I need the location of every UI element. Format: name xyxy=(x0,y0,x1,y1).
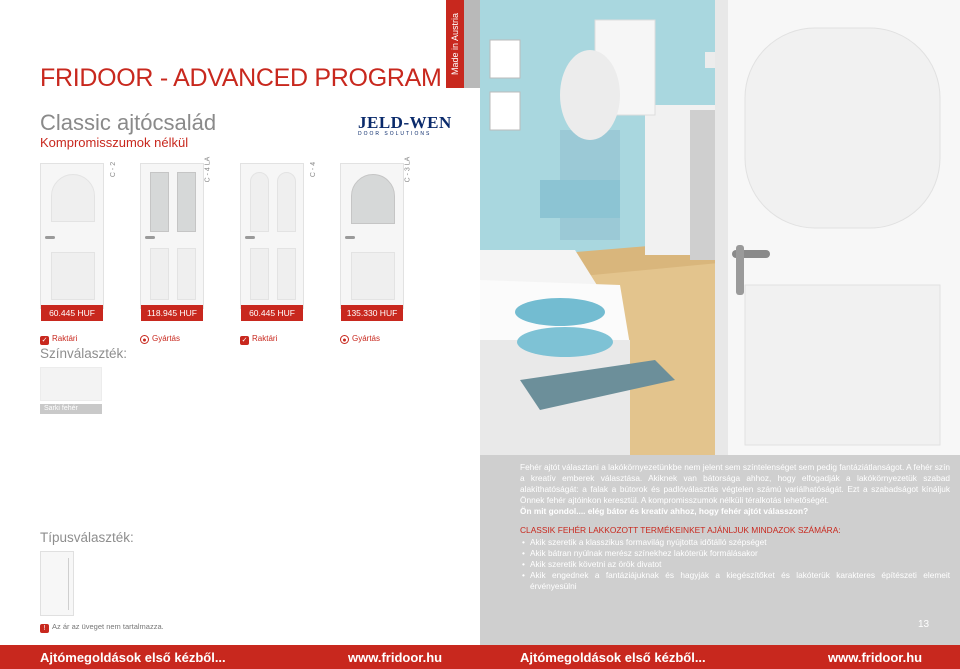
door-code: C - 4 xyxy=(309,161,317,178)
tagline: Kompromisszumok nélkül xyxy=(40,135,189,150)
room-photo xyxy=(480,0,960,455)
door-code: C - 2 xyxy=(109,161,117,178)
check-icon: ✓ xyxy=(241,337,248,344)
list-item: • Akik szeretik a klasszikus formavilág nyújtotta időtálló szépséget xyxy=(520,537,950,548)
body-copy xyxy=(520,462,950,592)
list-item: • Akik engednek a fantáziájuknak és hagyják a kiegészítőket és lakóterük karakteres építészeti elemeit érvényesülni xyxy=(520,570,950,592)
made-in-label: Made in Austria xyxy=(450,12,460,76)
availability-badge: ● Gyártás xyxy=(340,334,380,344)
production-icon: ● xyxy=(340,335,349,344)
door-c4la[interactable] xyxy=(140,156,212,309)
door-code: C - 3 LA xyxy=(404,156,412,183)
audience-heading: CLASSIK FEHÉR LAKKOZOTT TERMÉKEINKET AJÁNLJUK MINDAZOK SZÁMÁRA: xyxy=(520,525,841,536)
availability-badge: ✓ Raktári xyxy=(41,334,78,344)
color-swatch[interactable] xyxy=(40,367,102,401)
price-tag: 118.945 HUF xyxy=(141,305,203,321)
door-c4[interactable] xyxy=(240,161,317,309)
door-handle-icon xyxy=(45,236,55,239)
brand-name: JELD-WEN xyxy=(358,113,452,132)
door-c2[interactable] xyxy=(40,161,117,309)
footer-slogan: Ajtómegoldások első kézből... xyxy=(520,650,706,665)
door-handle-icon xyxy=(145,236,155,239)
audience-list xyxy=(520,537,950,592)
footer-url[interactable]: www.fridoor.hu xyxy=(828,650,923,665)
check-icon: ✓ xyxy=(41,337,48,344)
price-tag: 60.445 HUF xyxy=(41,305,103,321)
price-note: ! Az ár az üveget nem tartalmazza. xyxy=(40,622,164,633)
price-tag: 135.330 HUF xyxy=(341,305,403,321)
type-section-label: Típusválaszték: xyxy=(40,530,134,545)
list-item: • Akik bátran nyúlnak merész színekhez lakóterük formálásakor xyxy=(520,548,950,559)
question-paragraph: Ön mit gondol.... elég bátor és kreatív ahhoz, hogy fehér ajtót válasszon? xyxy=(520,506,809,517)
door-handle-icon xyxy=(245,236,255,239)
page-number: 13 xyxy=(918,619,930,630)
color-section-label: Színválaszték: xyxy=(40,346,128,361)
intro-paragraph: Fehér ajtót választani a lakókörnyezetünkbe nem jelent sem színtelenséget sem pedig fantáziátlanságot. A fehér szín a kreatív emberek választása. Akiknek van bátorsága ahhoz, hogy elfogadják a lakókörnyezetük szabad alakíthatóságát: a falak a bútorok és padlóválasztás végtelen számú variálhatóságát. Ezt a szabadságot kínáljuk Önnek fehér ajtóinkon keresztül. A kompromisszumok nélküli téralkotás lehetőségét. xyxy=(520,462,950,506)
list-item: • Akik szeretik követni az örök divatot xyxy=(520,559,950,570)
availability-badge: ✓ Raktári xyxy=(241,334,278,344)
footer xyxy=(0,645,960,669)
left-page xyxy=(0,0,480,645)
page-title: FRIDOOR - ADVANCED PROGRAM xyxy=(40,64,442,92)
product-family-title: Classic ajtócsalád xyxy=(40,110,217,135)
availability-badge: ● Gyártás xyxy=(140,334,180,344)
brand-subtitle: DOOR SOLUTIONS xyxy=(358,131,432,137)
brand-logo xyxy=(358,113,452,137)
door-type-thumbnail[interactable] xyxy=(40,551,74,616)
door-handle-icon xyxy=(345,236,355,239)
decorative-strip xyxy=(464,0,480,88)
footer-url[interactable]: www.fridoor.hu xyxy=(348,650,443,665)
production-icon: ● xyxy=(140,335,149,344)
color-swatch-label: Sarki fehér xyxy=(40,404,102,414)
door-code: C - 4 LA xyxy=(204,156,212,183)
price-tag: 60.445 HUF xyxy=(241,305,303,321)
made-in-badge xyxy=(446,0,464,88)
info-icon: ! xyxy=(40,624,49,633)
door-c3la[interactable] xyxy=(340,156,412,309)
footer-slogan: Ajtómegoldások első kézből... xyxy=(40,650,226,665)
